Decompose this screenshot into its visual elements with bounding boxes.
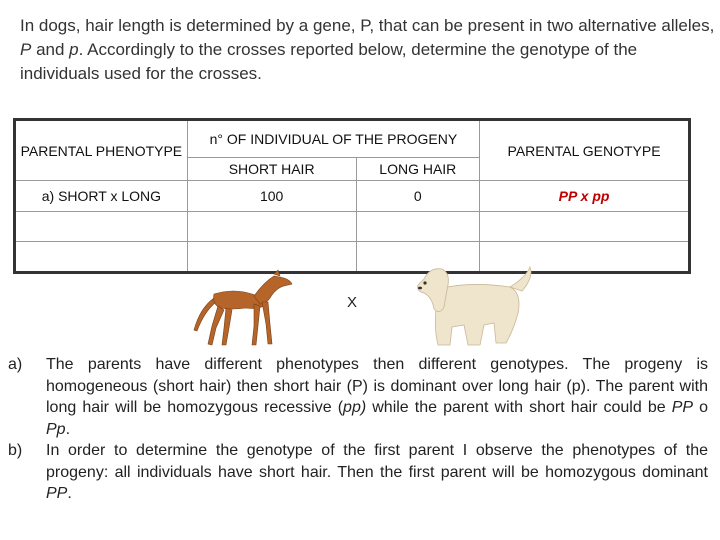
subheader-long-hair: LONG HAIR xyxy=(356,158,480,181)
row-a-long-count: 0 xyxy=(356,181,480,212)
answer-a-part-3: o xyxy=(693,399,709,416)
answer-a-label: a) xyxy=(8,356,23,373)
row-a-short-count: 100 xyxy=(187,181,356,212)
cross-table xyxy=(13,118,691,274)
answer-a-part-2: while the parent with short hair could be xyxy=(366,399,672,416)
allele-recessive: p xyxy=(69,40,79,59)
answers-list xyxy=(8,354,708,505)
row-a-genotype: PP x pp xyxy=(480,181,690,212)
allele-dominant: P xyxy=(20,40,32,59)
answer-b-part-1: In order to determine the genotype of the first parent I observe the phenotypes of the progeny: all individuals have short hair. Then the first parent will be homozygous dominant xyxy=(46,442,708,481)
cross-symbol: X xyxy=(347,294,358,311)
short-haired-dog-icon xyxy=(188,268,296,348)
genotype-pp: pp) xyxy=(343,399,367,416)
list-item xyxy=(8,440,708,505)
genotype-PP: PP xyxy=(46,485,68,502)
answer-a-part-1: The parents have different phenotypes then different genotypes. The progeny is homogeneous (short hair) then short hair (P) is dominant over long hair (p). The parent with long hair will be homozygous recessive ( xyxy=(46,356,708,416)
intro-text-3: . Accordingly to the crosses reported below, determine the genotype of the individuals used for the crosses. xyxy=(20,40,638,83)
intro-text-2: and xyxy=(31,40,70,59)
intro-text-1: In dogs, hair length is determined by a gene, P, that can be present in two alternative alleles, xyxy=(20,16,715,35)
answer-a-text xyxy=(46,354,708,440)
list-item xyxy=(8,354,708,440)
answer-b-label: b) xyxy=(8,442,23,459)
empty-cell xyxy=(15,212,188,242)
answer-b-part-2: . xyxy=(67,485,72,502)
table-row xyxy=(15,181,690,212)
answer-a-part-4: . xyxy=(65,420,71,438)
header-parental-genotype: PARENTAL GENOTYPE xyxy=(480,120,690,181)
empty-cell xyxy=(187,212,356,242)
table-row xyxy=(15,212,690,242)
long-haired-dog-icon xyxy=(410,263,538,349)
table-row xyxy=(15,242,690,273)
genotype-Pp: Pp xyxy=(46,420,66,438)
header-progeny: n° OF INDIVIDUAL OF THE PROGENY xyxy=(187,120,479,158)
answer-b-text xyxy=(46,440,708,505)
intro-paragraph xyxy=(20,14,715,86)
row-a-phenotype: a) SHORT x LONG xyxy=(15,181,188,212)
subheader-short-hair: SHORT HAIR xyxy=(187,158,356,181)
empty-cell xyxy=(480,212,690,242)
header-parental-phenotype: PARENTAL PHENOTYPE xyxy=(15,120,188,181)
genotype-PP: PP xyxy=(671,399,694,416)
empty-cell xyxy=(356,212,480,242)
empty-cell xyxy=(15,242,188,273)
